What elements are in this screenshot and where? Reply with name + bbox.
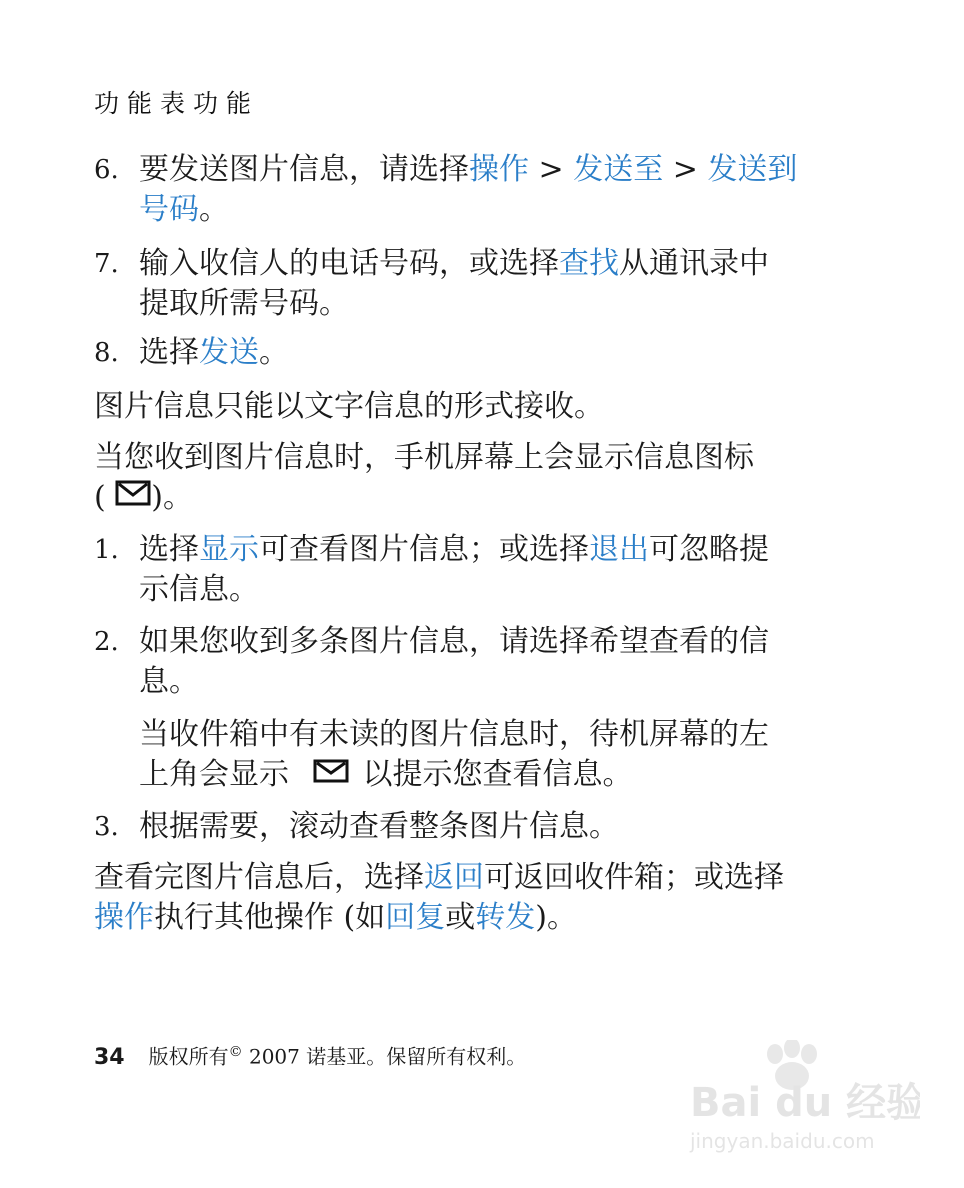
copyright-text: 版权所有 <box>148 1044 229 1069</box>
page-number: 34 <box>94 1044 125 1070</box>
step-7-line-1 <box>139 244 769 284</box>
step-text: 。 <box>259 335 289 370</box>
para-text: 执行其他操作 (如 <box>154 900 386 935</box>
step-number: 1. <box>94 535 119 565</box>
step-1-line-2: 示信息。 <box>139 572 259 607</box>
watermark-url: jingyan.baidu.com <box>690 1129 875 1153</box>
copyright-text: 2007 诺基亚。保留所有权利。 <box>242 1044 527 1069</box>
section-header: 功能表功能 <box>94 89 260 118</box>
menu-term-reply: 回复 <box>385 900 446 935</box>
step-text: 选择 <box>139 532 199 567</box>
step-text: 从通讯录中 <box>619 246 769 281</box>
envelope-icon <box>313 754 349 794</box>
menu-term-exit: 退出 <box>589 532 649 567</box>
step-3-line-1: 根据需要，滚动查看整条图片信息。 <box>139 809 619 844</box>
paragraph-after-view-line-2 <box>94 898 577 938</box>
paw-logo-icon <box>680 1040 920 1160</box>
menu-term-search: 查找 <box>559 246 619 281</box>
menu-term-forward: 转发 <box>475 900 536 935</box>
copyright-symbol: © <box>228 1044 243 1060</box>
step-2-line-1: 如果您收到多条图片信息，请选择希望查看的信 <box>139 624 769 659</box>
step-text: 。 <box>199 192 229 227</box>
step-7-line-2: 提取所需号码。 <box>139 286 349 321</box>
para-text: 可返回收件箱；或选择 <box>484 860 784 895</box>
menu-term-operations: 操作 <box>94 900 154 935</box>
paren-close: )。 <box>151 480 193 515</box>
step-number: 2. <box>94 627 119 657</box>
paren-open: ( <box>94 480 106 515</box>
step-6-line-2 <box>139 190 229 230</box>
separator: > <box>663 152 708 187</box>
menu-term-number: 号码 <box>139 192 199 227</box>
note-text: 上角会显示 <box>139 757 289 792</box>
paragraph-notification-line-2 <box>94 478 193 519</box>
paragraph-after-view-line-1 <box>94 858 784 898</box>
menu-term-send-to: 发送至 <box>573 152 664 187</box>
step-number: 8. <box>94 338 119 368</box>
step-text: 输入收信人的电话号码，或选择 <box>139 246 559 281</box>
step-2-line-2: 息。 <box>139 664 199 699</box>
step-1-line-1 <box>139 530 769 570</box>
watermark-brand: Bai du 经验 <box>690 1080 920 1126</box>
step-8-line-1 <box>139 333 289 373</box>
step-number: 7. <box>94 249 119 279</box>
step-text: 选择 <box>139 335 199 370</box>
step-text: 可忽略提 <box>649 532 769 567</box>
step-text: 要发送图片信息，请选择 <box>139 152 469 187</box>
para-text: 查看完图片信息后，选择 <box>94 860 424 895</box>
para-text: )。 <box>535 900 577 935</box>
paragraph-notification-line-1: 当您收到图片信息时，手机屏幕上会显示信息图标 <box>94 440 754 475</box>
para-text: 或 <box>445 900 476 935</box>
page-footer <box>94 1036 526 1074</box>
note-text: 以提示您查看信息。 <box>362 757 633 792</box>
menu-term-back: 返回 <box>424 860 484 895</box>
step-number: 6. <box>94 155 119 185</box>
baidu-watermark <box>680 1040 920 1160</box>
menu-term-operations: 操作 <box>469 152 529 187</box>
envelope-icon <box>115 477 151 517</box>
menu-term-show: 显示 <box>199 532 259 567</box>
menu-term-send-to-number: 发送到 <box>707 152 798 187</box>
note-line-1: 当收件箱中有未读的图片信息时，待机屏幕的左 <box>139 717 769 752</box>
separator: > <box>529 152 574 187</box>
step-text: 可查看图片信息；或选择 <box>259 532 589 567</box>
menu-term-send: 发送 <box>199 335 259 370</box>
paragraph-receive-as-text: 图片信息只能以文字信息的形式接收。 <box>94 389 604 424</box>
note-line-2 <box>139 755 633 796</box>
step-number: 3. <box>94 812 119 842</box>
step-6-line-1 <box>139 150 797 190</box>
